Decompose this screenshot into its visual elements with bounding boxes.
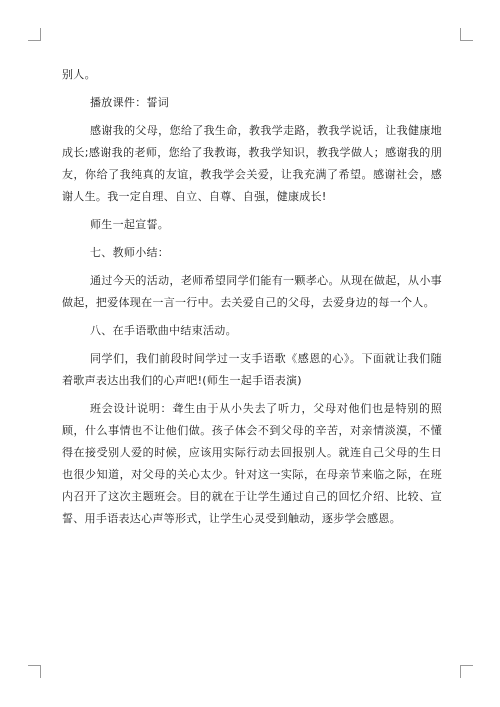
crop-mark-top-left [28, 28, 41, 41]
crop-mark-bottom-right [460, 665, 473, 678]
paragraph: 感谢我的父母，您给了我生命，教我学走路，教我学说话，让我健康地成长;感谢我的老师，您给了我教诲，教我学知识，教我学做人；感谢我的朋友，你给了我纯真的友谊，教我学会关爱，让我充满了希望。感谢社会，感谢人生。我一定自理、自立、自尊、自强，健康成长! [62, 124, 442, 203]
crop-mark-top-right [460, 28, 473, 41]
paragraph: 师生一起宣誓。 [90, 218, 170, 231]
section-heading: 七、教师小结： [90, 246, 170, 259]
paragraph: 播放课件：誓词 [90, 96, 170, 109]
document-body [62, 64, 442, 536]
paragraph: 同学们，我们前段时间学过一支手语歌《感恩的心》。下面就让我们随着歌声表达出我们的心声吧!(师生一起手语表演) [62, 352, 442, 387]
paragraph: 班会设计说明：聋生由于从小失去了听力，父母对他们也是特别的照顾，什么事情也不让他们做。孩子体会不到父母的辛苦，对亲情淡漠，不懂得在接受别人爱的时候，应该用实际行动去回报别人。就连自己父母的生日也很少知道，对父母的关心太少。针对这一实际，在母亲节来临之际，在班内召开了这次主题班会。目的就在于让学生通过自己的回忆介绍、比较、宣誓、用手语表达心声等形式，让学生心灵受到触动，逐步学会感恩。 [62, 402, 442, 525]
crop-mark-bottom-left [28, 665, 41, 678]
section-heading: 八、在手语歌曲中结束活动。 [90, 324, 237, 337]
paragraph: 通过今天的活动，老师希望同学们能有一颗孝心。从现在做起，从小事做起，把爱体现在一言一行中。去关爱自己的父母，去爱身边的每一个人。 [62, 274, 442, 309]
paragraph: 别人。 [62, 68, 96, 81]
